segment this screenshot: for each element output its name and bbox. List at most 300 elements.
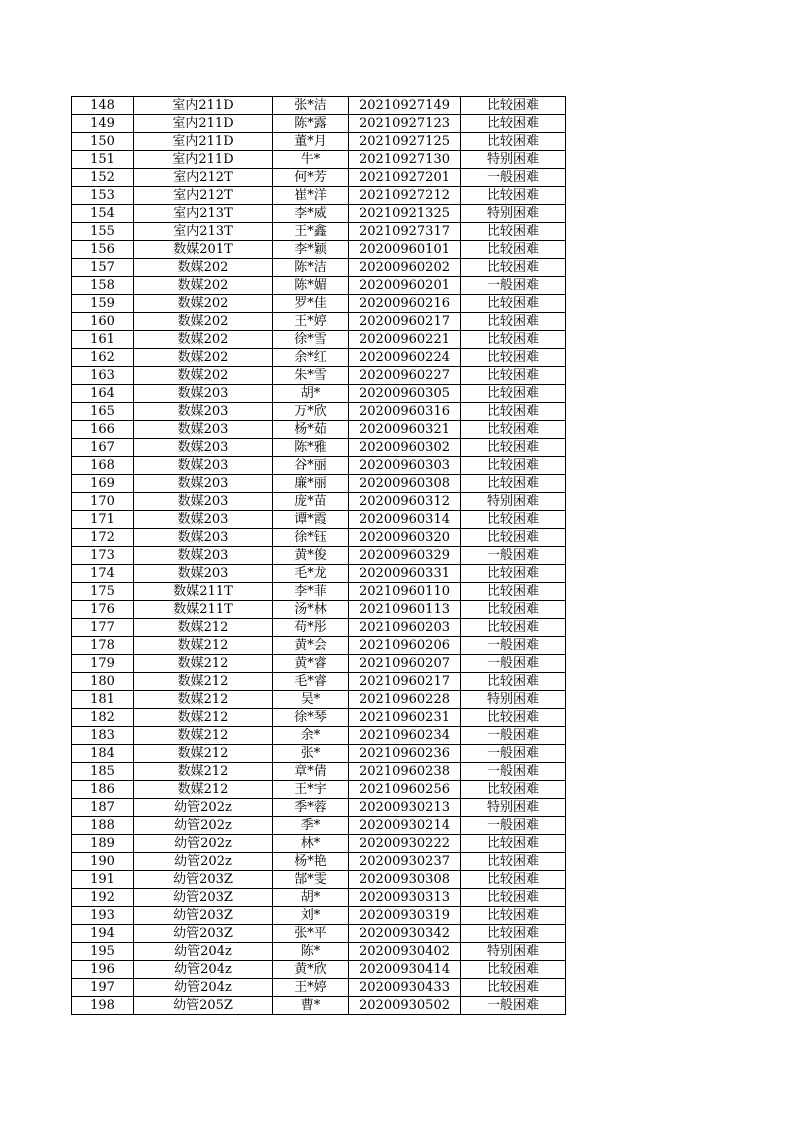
row-number-cell: 160 bbox=[72, 313, 134, 331]
table-row bbox=[72, 493, 566, 511]
student-id-cell: 20210960207 bbox=[349, 655, 461, 673]
table-row bbox=[72, 313, 566, 331]
class-cell: 数媒203 bbox=[134, 493, 273, 511]
name-cell: 廉*丽 bbox=[273, 475, 349, 493]
student-id-cell: 20210960236 bbox=[349, 745, 461, 763]
difficulty-level-cell: 比较困难 bbox=[461, 619, 566, 637]
class-cell: 数媒212 bbox=[134, 619, 273, 637]
difficulty-level-cell: 比较困难 bbox=[461, 115, 566, 133]
student-id-cell: 20200960308 bbox=[349, 475, 461, 493]
row-number-cell: 162 bbox=[72, 349, 134, 367]
table-row bbox=[72, 259, 566, 277]
row-number-cell: 174 bbox=[72, 565, 134, 583]
student-id-cell: 20200960202 bbox=[349, 259, 461, 277]
row-number-cell: 176 bbox=[72, 601, 134, 619]
student-id-cell: 20200930213 bbox=[349, 799, 461, 817]
name-cell: 徐*琴 bbox=[273, 709, 349, 727]
table-row bbox=[72, 97, 566, 115]
table-row bbox=[72, 115, 566, 133]
name-cell: 陈*露 bbox=[273, 115, 349, 133]
student-id-cell: 20210960238 bbox=[349, 763, 461, 781]
class-cell: 室内211D bbox=[134, 97, 273, 115]
student-id-cell: 20210960217 bbox=[349, 673, 461, 691]
table-row bbox=[72, 943, 566, 961]
row-number-cell: 173 bbox=[72, 547, 134, 565]
student-id-cell: 20200960227 bbox=[349, 367, 461, 385]
class-cell: 室内213T bbox=[134, 223, 273, 241]
row-number-cell: 161 bbox=[72, 331, 134, 349]
class-cell: 室内213T bbox=[134, 205, 273, 223]
table-row bbox=[72, 511, 566, 529]
class-cell: 数媒212 bbox=[134, 709, 273, 727]
class-cell: 数媒212 bbox=[134, 727, 273, 745]
student-id-cell: 20200960321 bbox=[349, 421, 461, 439]
student-id-cell: 20200960314 bbox=[349, 511, 461, 529]
student-id-cell: 20210960234 bbox=[349, 727, 461, 745]
difficulty-level-cell: 比较困难 bbox=[461, 367, 566, 385]
student-id-cell: 20200960216 bbox=[349, 295, 461, 313]
difficulty-level-cell: 特别困难 bbox=[461, 691, 566, 709]
table-row bbox=[72, 277, 566, 295]
class-cell: 数媒203 bbox=[134, 385, 273, 403]
table-row bbox=[72, 673, 566, 691]
row-number-cell: 187 bbox=[72, 799, 134, 817]
student-id-cell: 20200930214 bbox=[349, 817, 461, 835]
difficulty-level-cell: 比较困难 bbox=[461, 529, 566, 547]
row-number-cell: 180 bbox=[72, 673, 134, 691]
row-number-cell: 169 bbox=[72, 475, 134, 493]
name-cell: 汤*林 bbox=[273, 601, 349, 619]
table-row bbox=[72, 529, 566, 547]
row-number-cell: 181 bbox=[72, 691, 134, 709]
name-cell: 季*蓉 bbox=[273, 799, 349, 817]
difficulty-level-cell: 一般困难 bbox=[461, 655, 566, 673]
row-number-cell: 179 bbox=[72, 655, 134, 673]
difficulty-level-cell: 比较困难 bbox=[461, 259, 566, 277]
table-row bbox=[72, 619, 566, 637]
difficulty-level-cell: 特别困难 bbox=[461, 943, 566, 961]
name-cell: 曹* bbox=[273, 997, 349, 1015]
name-cell: 李*威 bbox=[273, 205, 349, 223]
name-cell: 王*婷 bbox=[273, 313, 349, 331]
difficulty-level-cell: 比较困难 bbox=[461, 889, 566, 907]
student-id-cell: 20210960228 bbox=[349, 691, 461, 709]
student-id-cell: 20200930308 bbox=[349, 871, 461, 889]
row-number-cell: 168 bbox=[72, 457, 134, 475]
table-row bbox=[72, 439, 566, 457]
difficulty-level-cell: 特别困难 bbox=[461, 493, 566, 511]
student-id-cell: 20210921325 bbox=[349, 205, 461, 223]
name-cell: 刘* bbox=[273, 907, 349, 925]
difficulty-level-cell: 比较困难 bbox=[461, 331, 566, 349]
name-cell: 黄*欣 bbox=[273, 961, 349, 979]
class-cell: 幼管203Z bbox=[134, 871, 273, 889]
difficulty-level-cell: 比较困难 bbox=[461, 421, 566, 439]
name-cell: 陈*洁 bbox=[273, 259, 349, 277]
row-number-cell: 194 bbox=[72, 925, 134, 943]
class-cell: 室内211D bbox=[134, 115, 273, 133]
difficulty-level-cell: 比较困难 bbox=[461, 475, 566, 493]
name-cell: 徐*钰 bbox=[273, 529, 349, 547]
student-id-cell: 20210927125 bbox=[349, 133, 461, 151]
table-row bbox=[72, 241, 566, 259]
student-id-cell: 20210927123 bbox=[349, 115, 461, 133]
class-cell: 数媒202 bbox=[134, 331, 273, 349]
student-id-cell: 20200930237 bbox=[349, 853, 461, 871]
class-cell: 幼管204z bbox=[134, 961, 273, 979]
row-number-cell: 196 bbox=[72, 961, 134, 979]
class-cell: 幼管202z bbox=[134, 817, 273, 835]
row-number-cell: 190 bbox=[72, 853, 134, 871]
table-row bbox=[72, 979, 566, 997]
class-cell: 幼管203Z bbox=[134, 925, 273, 943]
class-cell: 数媒203 bbox=[134, 475, 273, 493]
table-row bbox=[72, 403, 566, 421]
row-number-cell: 151 bbox=[72, 151, 134, 169]
student-id-cell: 20200960320 bbox=[349, 529, 461, 547]
student-id-cell: 20200960221 bbox=[349, 331, 461, 349]
row-number-cell: 189 bbox=[72, 835, 134, 853]
row-number-cell: 178 bbox=[72, 637, 134, 655]
student-id-cell: 20200960101 bbox=[349, 241, 461, 259]
difficulty-level-cell: 比较困难 bbox=[461, 583, 566, 601]
student-id-cell: 20210960203 bbox=[349, 619, 461, 637]
student-id-cell: 20200960217 bbox=[349, 313, 461, 331]
table-row bbox=[72, 781, 566, 799]
table-row bbox=[72, 817, 566, 835]
row-number-cell: 191 bbox=[72, 871, 134, 889]
row-number-cell: 186 bbox=[72, 781, 134, 799]
name-cell: 苟*彤 bbox=[273, 619, 349, 637]
student-id-cell: 20200930502 bbox=[349, 997, 461, 1015]
table-row bbox=[72, 871, 566, 889]
student-id-cell: 20200930433 bbox=[349, 979, 461, 997]
difficulty-level-cell: 比较困难 bbox=[461, 907, 566, 925]
class-cell: 室内212T bbox=[134, 169, 273, 187]
table-row bbox=[72, 925, 566, 943]
student-table-body bbox=[72, 97, 566, 1015]
difficulty-level-cell: 比较困难 bbox=[461, 709, 566, 727]
name-cell: 谷*丽 bbox=[273, 457, 349, 475]
student-id-cell: 20210927201 bbox=[349, 169, 461, 187]
row-number-cell: 154 bbox=[72, 205, 134, 223]
table-row bbox=[72, 547, 566, 565]
student-id-cell: 20200930402 bbox=[349, 943, 461, 961]
name-cell: 黄*睿 bbox=[273, 655, 349, 673]
table-row bbox=[72, 799, 566, 817]
class-cell: 数媒201T bbox=[134, 241, 273, 259]
name-cell: 陈* bbox=[273, 943, 349, 961]
student-id-cell: 20210960206 bbox=[349, 637, 461, 655]
name-cell: 吴* bbox=[273, 691, 349, 709]
row-number-cell: 183 bbox=[72, 727, 134, 745]
name-cell: 杨*艳 bbox=[273, 853, 349, 871]
name-cell: 董*月 bbox=[273, 133, 349, 151]
difficulty-level-cell: 一般困难 bbox=[461, 277, 566, 295]
table-row bbox=[72, 223, 566, 241]
difficulty-level-cell: 比较困难 bbox=[461, 223, 566, 241]
student-id-cell: 20200960224 bbox=[349, 349, 461, 367]
table-row bbox=[72, 853, 566, 871]
difficulty-level-cell: 比较困难 bbox=[461, 601, 566, 619]
class-cell: 数媒212 bbox=[134, 673, 273, 691]
student-id-cell: 20200960302 bbox=[349, 439, 461, 457]
name-cell: 陈*雅 bbox=[273, 439, 349, 457]
difficulty-level-cell: 一般困难 bbox=[461, 547, 566, 565]
class-cell: 数媒202 bbox=[134, 313, 273, 331]
class-cell: 数媒202 bbox=[134, 295, 273, 313]
table-row bbox=[72, 907, 566, 925]
table-row bbox=[72, 457, 566, 475]
row-number-cell: 182 bbox=[72, 709, 134, 727]
student-id-cell: 20200960316 bbox=[349, 403, 461, 421]
class-cell: 数媒203 bbox=[134, 439, 273, 457]
name-cell: 毛*睿 bbox=[273, 673, 349, 691]
difficulty-level-cell: 比较困难 bbox=[461, 439, 566, 457]
student-id-cell: 20210960256 bbox=[349, 781, 461, 799]
difficulty-level-cell: 比较困难 bbox=[461, 871, 566, 889]
table-row bbox=[72, 565, 566, 583]
row-number-cell: 148 bbox=[72, 97, 134, 115]
difficulty-level-cell: 比较困难 bbox=[461, 97, 566, 115]
row-number-cell: 152 bbox=[72, 169, 134, 187]
class-cell: 数媒202 bbox=[134, 367, 273, 385]
difficulty-level-cell: 特别困难 bbox=[461, 799, 566, 817]
table-row bbox=[72, 763, 566, 781]
table-row bbox=[72, 889, 566, 907]
class-cell: 数媒212 bbox=[134, 637, 273, 655]
table-row bbox=[72, 655, 566, 673]
table-row bbox=[72, 295, 566, 313]
row-number-cell: 150 bbox=[72, 133, 134, 151]
student-id-cell: 20200930319 bbox=[349, 907, 461, 925]
name-cell: 王*婷 bbox=[273, 979, 349, 997]
class-cell: 数媒203 bbox=[134, 511, 273, 529]
class-cell: 数媒203 bbox=[134, 421, 273, 439]
table-row bbox=[72, 997, 566, 1015]
row-number-cell: 165 bbox=[72, 403, 134, 421]
row-number-cell: 172 bbox=[72, 529, 134, 547]
student-id-cell: 20200930414 bbox=[349, 961, 461, 979]
name-cell: 季* bbox=[273, 817, 349, 835]
table-row bbox=[72, 583, 566, 601]
student-id-cell: 20200930222 bbox=[349, 835, 461, 853]
row-number-cell: 177 bbox=[72, 619, 134, 637]
student-id-cell: 20200960303 bbox=[349, 457, 461, 475]
row-number-cell: 185 bbox=[72, 763, 134, 781]
difficulty-level-cell: 比较困难 bbox=[461, 781, 566, 799]
difficulty-level-cell: 比较困难 bbox=[461, 853, 566, 871]
difficulty-level-cell: 比较困难 bbox=[461, 511, 566, 529]
class-cell: 数媒212 bbox=[134, 781, 273, 799]
row-number-cell: 149 bbox=[72, 115, 134, 133]
class-cell: 数媒212 bbox=[134, 745, 273, 763]
class-cell: 数媒202 bbox=[134, 259, 273, 277]
class-cell: 幼管205Z bbox=[134, 997, 273, 1015]
difficulty-level-cell: 特别困难 bbox=[461, 151, 566, 169]
table-row bbox=[72, 961, 566, 979]
class-cell: 数媒212 bbox=[134, 763, 273, 781]
table-row bbox=[72, 475, 566, 493]
name-cell: 庞*苗 bbox=[273, 493, 349, 511]
row-number-cell: 156 bbox=[72, 241, 134, 259]
row-number-cell: 192 bbox=[72, 889, 134, 907]
difficulty-level-cell: 比较困难 bbox=[461, 313, 566, 331]
row-number-cell: 198 bbox=[72, 997, 134, 1015]
difficulty-level-cell: 比较困难 bbox=[461, 133, 566, 151]
student-id-cell: 20200960329 bbox=[349, 547, 461, 565]
class-cell: 数媒211T bbox=[134, 601, 273, 619]
difficulty-level-cell: 比较困难 bbox=[461, 457, 566, 475]
class-cell: 数媒202 bbox=[134, 277, 273, 295]
student-id-cell: 20210960113 bbox=[349, 601, 461, 619]
name-cell: 李*菲 bbox=[273, 583, 349, 601]
student-id-cell: 20210960110 bbox=[349, 583, 461, 601]
table-row bbox=[72, 601, 566, 619]
difficulty-level-cell: 比较困难 bbox=[461, 187, 566, 205]
table-row bbox=[72, 169, 566, 187]
student-id-cell: 20200960312 bbox=[349, 493, 461, 511]
class-cell: 数媒212 bbox=[134, 655, 273, 673]
difficulty-level-cell: 一般困难 bbox=[461, 169, 566, 187]
row-number-cell: 153 bbox=[72, 187, 134, 205]
class-cell: 数媒203 bbox=[134, 457, 273, 475]
class-cell: 室内211D bbox=[134, 151, 273, 169]
difficulty-level-cell: 特别困难 bbox=[461, 205, 566, 223]
difficulty-level-cell: 一般困难 bbox=[461, 727, 566, 745]
name-cell: 李*颖 bbox=[273, 241, 349, 259]
name-cell: 张* bbox=[273, 745, 349, 763]
name-cell: 万*欣 bbox=[273, 403, 349, 421]
class-cell: 幼管202z bbox=[134, 853, 273, 871]
row-number-cell: 164 bbox=[72, 385, 134, 403]
difficulty-level-cell: 比较困难 bbox=[461, 925, 566, 943]
name-cell: 何*芳 bbox=[273, 169, 349, 187]
name-cell: 毛*龙 bbox=[273, 565, 349, 583]
row-number-cell: 170 bbox=[72, 493, 134, 511]
row-number-cell: 188 bbox=[72, 817, 134, 835]
row-number-cell: 193 bbox=[72, 907, 134, 925]
table-row bbox=[72, 727, 566, 745]
difficulty-level-cell: 一般困难 bbox=[461, 997, 566, 1015]
name-cell: 胡* bbox=[273, 385, 349, 403]
student-id-cell: 20210960231 bbox=[349, 709, 461, 727]
student-table bbox=[71, 96, 566, 1015]
row-number-cell: 157 bbox=[72, 259, 134, 277]
table-row bbox=[72, 709, 566, 727]
row-number-cell: 158 bbox=[72, 277, 134, 295]
row-number-cell: 175 bbox=[72, 583, 134, 601]
table-row bbox=[72, 331, 566, 349]
name-cell: 张*洁 bbox=[273, 97, 349, 115]
difficulty-level-cell: 一般困难 bbox=[461, 763, 566, 781]
student-id-cell: 20200930313 bbox=[349, 889, 461, 907]
row-number-cell: 163 bbox=[72, 367, 134, 385]
name-cell: 张*平 bbox=[273, 925, 349, 943]
class-cell: 室内212T bbox=[134, 187, 273, 205]
class-cell: 数媒203 bbox=[134, 547, 273, 565]
table-row bbox=[72, 367, 566, 385]
class-cell: 幼管204z bbox=[134, 943, 273, 961]
student-id-cell: 20200960331 bbox=[349, 565, 461, 583]
row-number-cell: 184 bbox=[72, 745, 134, 763]
class-cell: 幼管203Z bbox=[134, 889, 273, 907]
difficulty-level-cell: 比较困难 bbox=[461, 295, 566, 313]
difficulty-level-cell: 比较困难 bbox=[461, 403, 566, 421]
name-cell: 余*红 bbox=[273, 349, 349, 367]
difficulty-level-cell: 一般困难 bbox=[461, 817, 566, 835]
row-number-cell: 166 bbox=[72, 421, 134, 439]
difficulty-level-cell: 比较困难 bbox=[461, 349, 566, 367]
name-cell: 章*倩 bbox=[273, 763, 349, 781]
name-cell: 徐*雪 bbox=[273, 331, 349, 349]
class-cell: 幼管202z bbox=[134, 799, 273, 817]
student-id-cell: 20200960305 bbox=[349, 385, 461, 403]
student-id-cell: 20200930342 bbox=[349, 925, 461, 943]
student-id-cell: 20210927130 bbox=[349, 151, 461, 169]
class-cell: 数媒211T bbox=[134, 583, 273, 601]
class-cell: 幼管203Z bbox=[134, 907, 273, 925]
class-cell: 数媒202 bbox=[134, 349, 273, 367]
row-number-cell: 195 bbox=[72, 943, 134, 961]
difficulty-level-cell: 比较困难 bbox=[461, 979, 566, 997]
name-cell: 黄*会 bbox=[273, 637, 349, 655]
table-row bbox=[72, 421, 566, 439]
difficulty-level-cell: 一般困难 bbox=[461, 745, 566, 763]
name-cell: 崔*洋 bbox=[273, 187, 349, 205]
difficulty-level-cell: 一般困难 bbox=[461, 637, 566, 655]
class-cell: 幼管204z bbox=[134, 979, 273, 997]
student-id-cell: 20200960201 bbox=[349, 277, 461, 295]
class-cell: 室内211D bbox=[134, 133, 273, 151]
class-cell: 数媒203 bbox=[134, 565, 273, 583]
student-id-cell: 20210927212 bbox=[349, 187, 461, 205]
name-cell: 谭*霞 bbox=[273, 511, 349, 529]
row-number-cell: 159 bbox=[72, 295, 134, 313]
table-row bbox=[72, 151, 566, 169]
table-row bbox=[72, 637, 566, 655]
difficulty-level-cell: 比较困难 bbox=[461, 961, 566, 979]
table-row bbox=[72, 385, 566, 403]
name-cell: 罗*佳 bbox=[273, 295, 349, 313]
row-number-cell: 197 bbox=[72, 979, 134, 997]
difficulty-level-cell: 比较困难 bbox=[461, 835, 566, 853]
table-row bbox=[72, 205, 566, 223]
table-row bbox=[72, 745, 566, 763]
table-row bbox=[72, 691, 566, 709]
row-number-cell: 167 bbox=[72, 439, 134, 457]
name-cell: 黄*俊 bbox=[273, 547, 349, 565]
difficulty-level-cell: 比较困难 bbox=[461, 385, 566, 403]
difficulty-level-cell: 比较困难 bbox=[461, 673, 566, 691]
table-row bbox=[72, 349, 566, 367]
name-cell: 王*宇 bbox=[273, 781, 349, 799]
class-cell: 数媒203 bbox=[134, 403, 273, 421]
name-cell: 王*鑫 bbox=[273, 223, 349, 241]
student-id-cell: 20210927317 bbox=[349, 223, 461, 241]
row-number-cell: 171 bbox=[72, 511, 134, 529]
table-row bbox=[72, 133, 566, 151]
table-row bbox=[72, 187, 566, 205]
name-cell: 朱*雪 bbox=[273, 367, 349, 385]
name-cell: 余* bbox=[273, 727, 349, 745]
name-cell: 胡* bbox=[273, 889, 349, 907]
difficulty-level-cell: 比较困难 bbox=[461, 565, 566, 583]
student-id-cell: 20210927149 bbox=[349, 97, 461, 115]
class-cell: 幼管202z bbox=[134, 835, 273, 853]
name-cell: 郜*雯 bbox=[273, 871, 349, 889]
class-cell: 数媒212 bbox=[134, 691, 273, 709]
